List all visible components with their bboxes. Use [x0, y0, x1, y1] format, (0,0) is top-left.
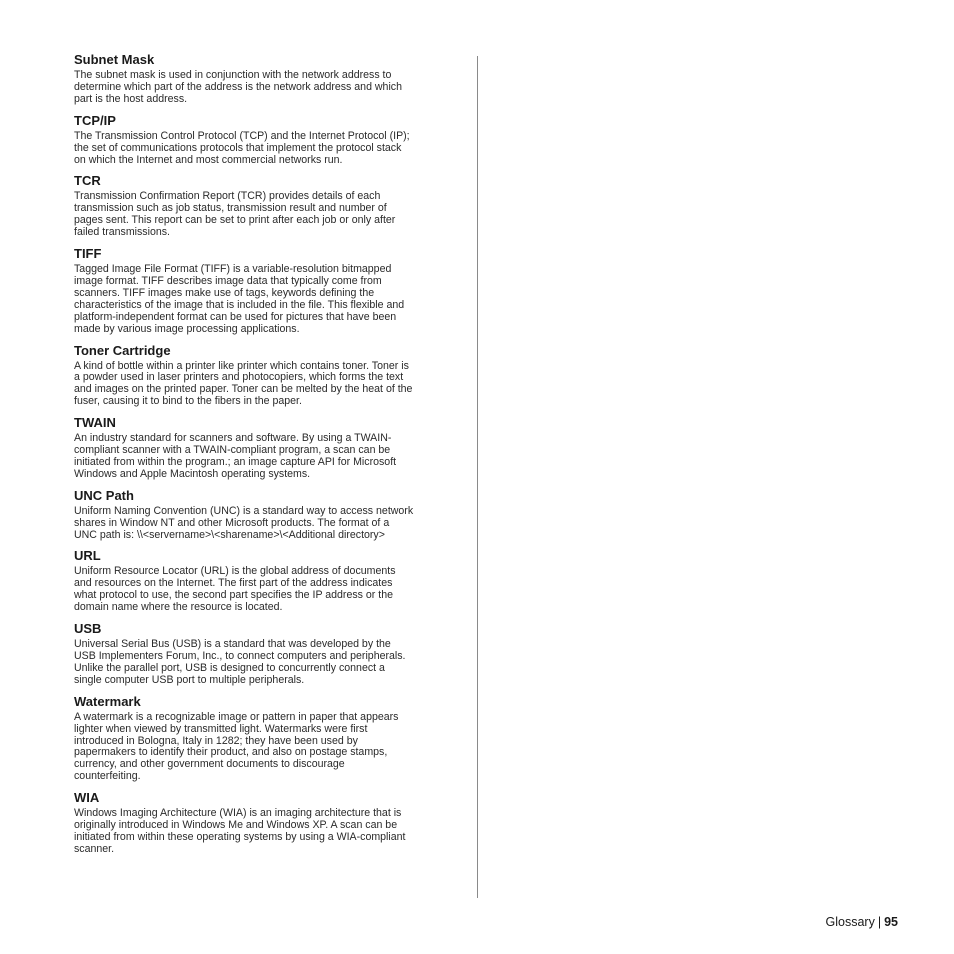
footer-separator: | [877, 915, 882, 929]
glossary-term: TIFF [74, 246, 102, 262]
glossary-definition: A watermark is a recognizable image or pattern in paper that appears lighter when viewed by transmitted light. Watermarks were first introduced in Bologna, Italy in 1282; they have been used by papermakers to identify their product, and also on postage stamps, currency, and other government documents to discourage counterfeiting. [74, 710, 399, 783]
glossary-term: USB [74, 621, 102, 637]
glossary-entry-twain [74, 415, 454, 481]
glossary-entry-tcp-ip [74, 113, 454, 167]
glossary-definition: Transmission Confirmation Report (TCR) provides details of each transmission such as job status, transmission result and number of pages sent. This report can be set to print after each job or only after failed transmissions. [74, 190, 396, 239]
glossary-definition: The subnet mask is used in conjunction with the network address to determine which part of the address is the network address and which part is the host address. [74, 69, 402, 105]
glossary-entry-usb [74, 621, 454, 687]
glossary-term: Toner Cartridge [74, 342, 171, 358]
glossary-entry-unc-path [74, 488, 454, 542]
glossary-definition: A kind of bottle within a printer like printer which contains toner. Toner is a powder used in laser printers and photocopiers, which forms the text and images on the printed paper. Toner can be melted by the heat of the fuser, causing it to bind to the fibers in the paper. [74, 359, 413, 408]
glossary-term: UNC Path [74, 487, 134, 503]
page-number: 95 [884, 915, 898, 929]
glossary-entry-tiff [74, 246, 454, 335]
glossary-term: TCR [74, 173, 101, 189]
glossary-definition: Tagged Image File Format (TIFF) is a variable-resolution bitmapped image format. TIFF describes image data that typically come from scanners. TIFF images make use of tags, keywords defining the characteristics of the image that is included in the file. This flexible and platform-independent format can be used for pictures that have been made by various image processing applications. [74, 263, 405, 335]
glossary-term: TCP/IP [74, 112, 116, 128]
glossary-definition: An industry standard for scanners and software. By using a TWAIN- compliant scanner with a TWAIN-compliant program, a scan can be initiated from within the program.; an image capture API for Microsoft Windows and Apple Macintosh operating systems. [74, 432, 397, 480]
glossary-definition: Universal Serial Bus (USB) is a standard that was developed by the USB Implementers Forum, Inc., to connect computers and peripherals. Unlike the parallel port, USB is designed to concurrently connect a single computer USB port to multiple peripherals. [74, 638, 406, 686]
glossary-term: Subnet Mask [74, 52, 155, 67]
footer-section-label: Glossary [825, 915, 875, 929]
glossary-definition: Uniform Naming Convention (UNC) is a standard way to access network shares in Window NT and other Microsoft products. The format of a UNC path is: \\<servername>\<sharename>\<Additional directory> [74, 504, 414, 541]
glossary-entry-watermark [74, 694, 454, 783]
glossary-entry-url [74, 548, 454, 614]
glossary-term: URL [74, 548, 101, 564]
glossary-entry-toner-cartridge [74, 343, 454, 409]
page-footer [826, 914, 898, 930]
glossary-entry-subnet-mask [74, 52, 454, 106]
glossary-definition: The Transmission Control Protocol (TCP) and the Internet Protocol (IP); the set of communications protocols that implement the protocol stack on which the Internet and most commercial networks run. [74, 129, 410, 166]
glossary-definition: Uniform Resource Locator (URL) is the global address of documents and resources on the Internet. The first part of the address indicates what protocol to use, the second part specifies the IP address or the domain name where the resource is located. [74, 565, 396, 614]
glossary-term: Watermark [74, 693, 141, 709]
glossary-entry-tcr [74, 173, 454, 239]
glossary-column [74, 52, 454, 863]
column-divider [477, 56, 478, 898]
glossary-entry-wia [74, 790, 454, 856]
glossary-term: WIA [74, 790, 100, 806]
glossary-term: TWAIN [74, 415, 116, 431]
glossary-definition: Windows Imaging Architecture (WIA) is an imaging architecture that is originally introduced in Windows Me and Windows XP. A scan can be initiated from within these operating systems by using a WIA-compliant scanner. [74, 807, 406, 855]
